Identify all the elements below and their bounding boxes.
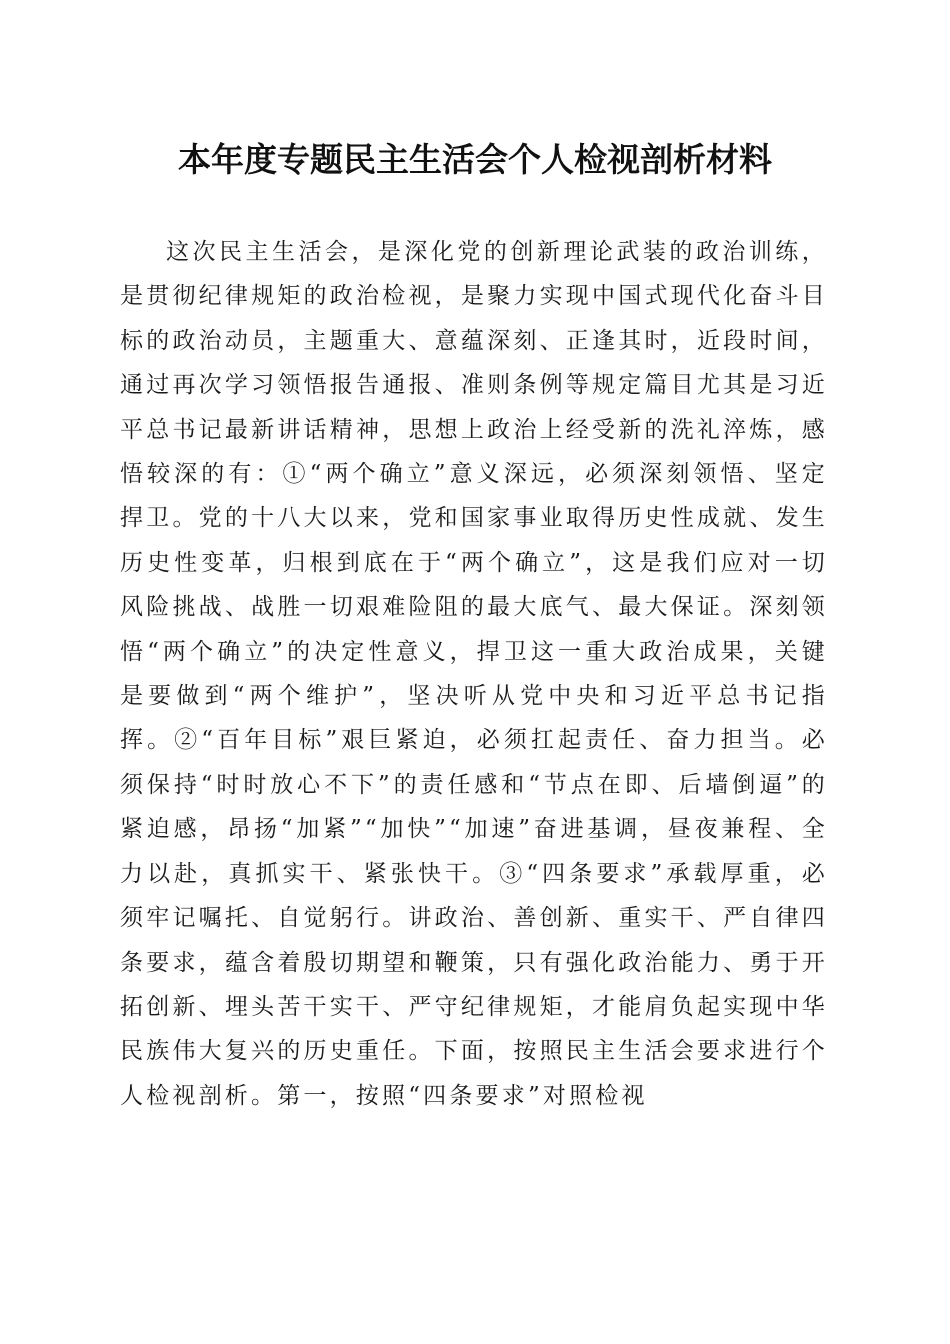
document-title: 本年度专题民主生活会个人检视剖析材料 <box>178 140 772 179</box>
body-paragraph: 这次民主生活会，是深化党的创新理论武装的政治训练，是贯彻纪律规矩的政治检视，是聚力实现中国式现代化奋斗目标的政治动员，主题重大、意蕴深刻、正逢其时，近段时间，通过再次学习领悟报告通报、准则条例等规定篇目尤其是习近平总书记最新讲话精神，思想上政治上经受新的洗礼淬炼，感悟较深的有：①“两个确立”意义深远，必须深刻领悟、坚定捍卫。党的十八大以来，党和国家事业取得历史性成就、发生历史性变革，归根到底在于“两个确立”，这是我们应对一切风险挑战、战胜一切艰难险阻的最大底气、最大保证。深刻领悟“两个确立”的决定性意义，捍卫这一重大政治成果，关键是要做到“两个维护”，坚决听从党中央和习近平总书记指挥。②“百年目标”艰巨紧迫，必须扛起责任、奋力担当。必须保持“时时放心不下”的责任感和“节点在即、后墙倒逼”的紧迫感，昂扬“加紧”“加快”“加速”奋进基调，昼夜兼程、全力以赴，真抓实干、紧张快干。③“四条要求”承载厚重，必须牢记嘱托、自觉躬行。讲政治、善创新、重实干、严自律四条要求，蕴含着殷切期望和鞭策，只有强化政治能力、勇于开拓创新、埋头苦干实干、严守纪律规矩，才能肩负起实现中华民族伟大复兴的历史重任。下面，按照民主生活会要求进行个人检视剖析。第一，按照“四条要求”对照检视 <box>120 239 828 1109</box>
